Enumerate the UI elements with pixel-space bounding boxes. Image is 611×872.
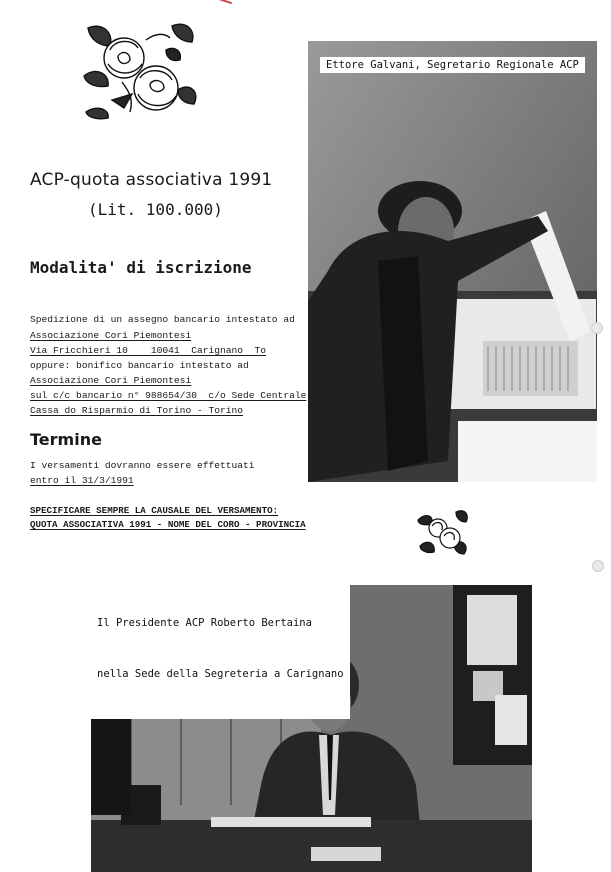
notice-line-1: SPECIFICARE SEMPRE LA CAUSALE DEL VERSAMENTO: bbox=[30, 505, 279, 516]
small-rose-ornament-icon bbox=[416, 508, 470, 556]
photo-secretary-image bbox=[308, 41, 597, 482]
payee-address: Via Fricchieri 10 10041 Carignano To bbox=[30, 345, 267, 356]
bank-account: sul c/c bancario n° 988654/30 c/o Sede Centrale bbox=[30, 390, 307, 401]
notice-line-2: QUOTA ASSOCIATIVA 1991 - NOME DEL CORO - PROVINCIA bbox=[30, 519, 306, 530]
paper-speck bbox=[591, 322, 603, 334]
termine-deadline: entro il 31/3/1991 bbox=[30, 475, 134, 486]
red-mark bbox=[218, 0, 232, 4]
bottom-photo-caption bbox=[91, 585, 350, 719]
payee-name-2: Associazione Cori Piemontesi bbox=[30, 375, 192, 386]
termine-text: I versamenti dovranno essere effettuati bbox=[30, 460, 255, 471]
payee-name: Associazione Cori Piemontesi bbox=[30, 330, 192, 341]
photo-secretary-at-copier bbox=[308, 41, 597, 482]
membership-fee: (Lit. 100.000) bbox=[88, 200, 223, 219]
bank-name: Cassa do Risparmio di Torino - Torino bbox=[30, 405, 244, 416]
photo-president-at-desk bbox=[91, 585, 532, 872]
top-photo-caption: Ettore Galvani, Segretario Regionale ACP bbox=[320, 57, 585, 73]
bottom-caption-line-2: nella Sede della Segreteria a Carignano bbox=[97, 668, 344, 680]
paper-speck bbox=[592, 560, 604, 572]
section-heading: Modalita' di iscrizione bbox=[30, 258, 252, 277]
alternative-intro: oppure: bonifico bancario intestato ad bbox=[30, 360, 249, 371]
termine-heading: Termine bbox=[30, 430, 102, 449]
payment-intro: Spedizione di un assegno bancario intestato ad bbox=[30, 314, 295, 325]
rose-ornament-icon bbox=[82, 20, 200, 120]
bottom-caption-line-1: Il Presidente ACP Roberto Bertaina bbox=[97, 617, 312, 629]
document-title: ACP-quota associativa 1991 bbox=[30, 170, 273, 190]
